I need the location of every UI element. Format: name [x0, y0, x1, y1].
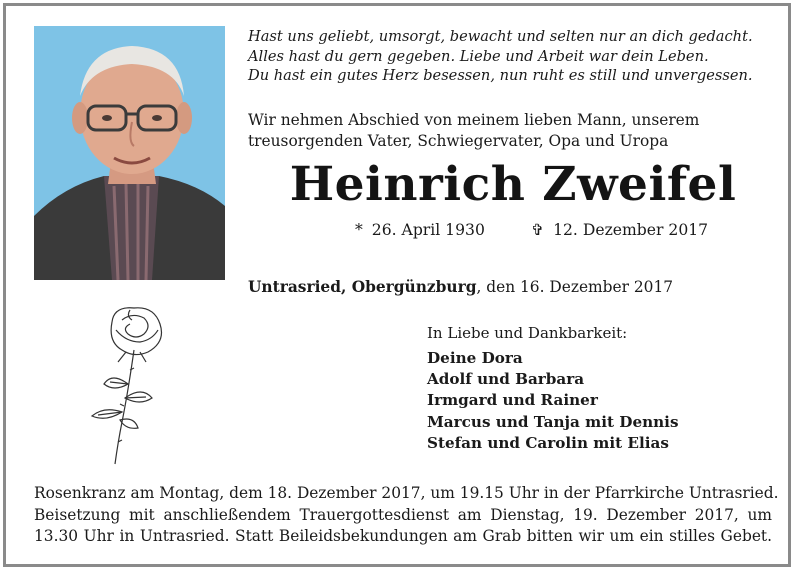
family-member: Marcus und Tanja mit Dennis [427, 412, 679, 431]
intro-line: Wir nehmen Abschied von meinem lieben Mann, unserem [248, 111, 700, 129]
details-line: Rosenkranz am Montag, dem 18. Dezember 2017, um 19.15 Uhr in der Pfarrkirche Untrasried. [34, 484, 779, 502]
poem-line: Du hast ein gutes Herz besessen, nun ruht es still und unvergessen. [248, 67, 753, 84]
poem-line: Hast uns geliebt, umsorgt, bewacht und selten nur an dich gedacht. [248, 28, 753, 45]
portrait-photo [34, 26, 225, 280]
death-date: 12. Dezember 2017 [553, 221, 709, 239]
rose-drawing-icon [82, 302, 172, 471]
farewell-intro [248, 110, 778, 152]
deceased-name: Heinrich Zweifel [289, 157, 737, 212]
birth-star-icon: * [355, 221, 363, 239]
death-date-line [531, 219, 708, 241]
thanks-heading: In Liebe und Dankbarkeit: [427, 324, 628, 342]
death-cross-icon: ✞ [531, 221, 545, 239]
intro-line: treusorgenden Vater, Schwiegervater, Opa und Uropa [248, 132, 669, 150]
family-member: Irmgard und Rainer [427, 391, 598, 410]
details-line: Beisetzung mit anschließendem Trauergottesdienst am Dienstag, 19. Dezember 2017, um [34, 505, 772, 524]
poem-line: Alles hast du gern gegeben. Liebe und Arbeit war dein Leben. [248, 47, 709, 65]
family-list [427, 348, 679, 454]
family-member: Stefan und Carolin mit Elias [427, 433, 669, 452]
poem [248, 27, 778, 86]
family-member: Deine Dora [427, 349, 523, 367]
place-date-line [248, 276, 673, 298]
birth-date-line [355, 219, 485, 241]
place-names: Untrasried, Obergünzburg [248, 278, 477, 296]
funeral-details [34, 483, 779, 548]
birth-date: 26. April 1930 [371, 221, 485, 239]
family-member: Adolf und Barbara [427, 370, 585, 389]
place-date: , den 16. Dezember 2017 [476, 278, 674, 296]
details-line: 13.30 Uhr in Untrasried. Statt Beileidsbekundungen am Grab bitten wir um ein stilles Gebet. [34, 527, 772, 545]
